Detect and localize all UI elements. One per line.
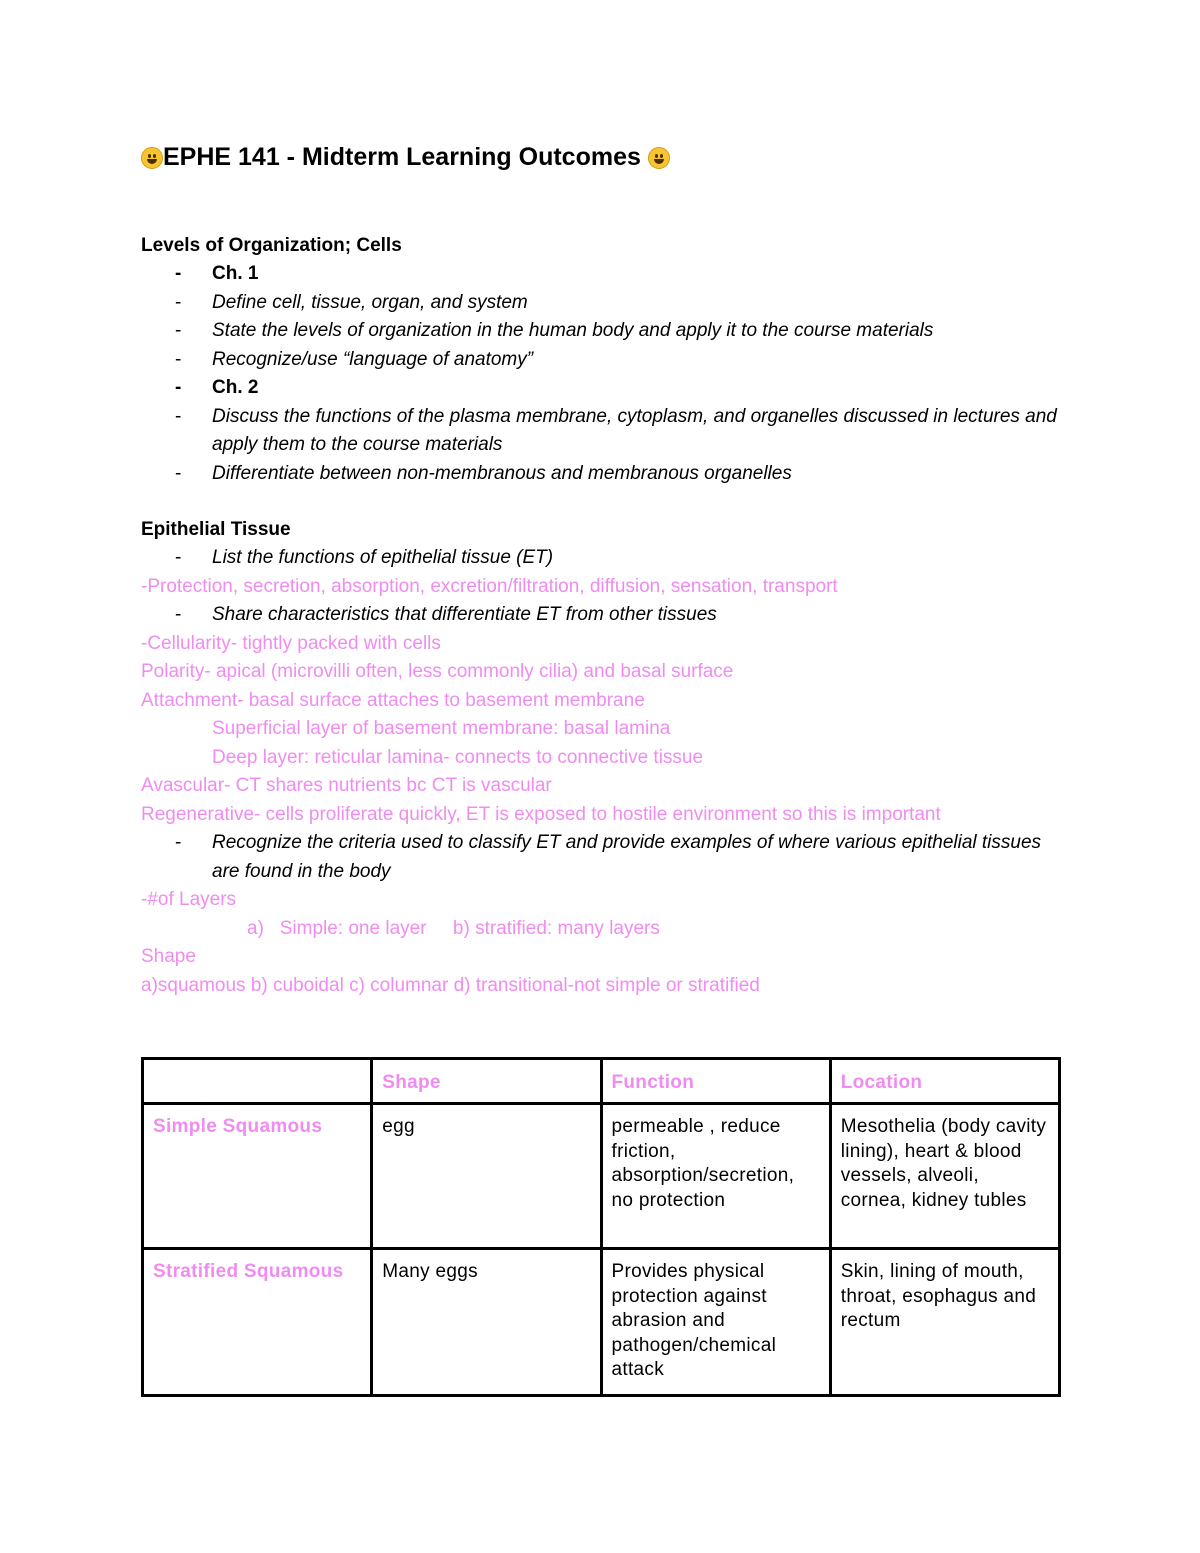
list-item: - Define cell, tissue, organ, and system: [175, 291, 528, 313]
note-characteristic: Deep layer: reticular lamina- connects to connective tissue: [212, 746, 704, 768]
note-characteristic: Polarity- apical (microvilli often, less commonly cilia) and basal surface: [141, 661, 734, 682]
list-item: - Differentiate between non-membranous and membranous organelles: [175, 462, 792, 484]
epithelial-table: [141, 1057, 1061, 1397]
list-item: - State the levels of organization in the human body and apply it to the course materials: [175, 320, 934, 341]
list-item: - Discuss the functions of the plasma membrane, cytoplasm, and organelles discussed in lectures and apply them to the course materials: [175, 405, 1057, 455]
table-cell-shape: egg: [372, 1104, 601, 1249]
note-functions: -Protection, secretion, absorption, excretion/filtration, diffusion, sensation, transport: [141, 575, 838, 597]
list-item: - List the functions of epithelial tissue (ET): [175, 547, 554, 568]
list-item: - Recognize the criteria used to classify ET and provide examples of where various epithelial tissues are found in the body: [175, 832, 1042, 882]
note-characteristic: Regenerative- cells proliferate quickly, ET is exposed to hostile environment so this is important: [141, 803, 941, 825]
table-cell-location: Mesothelia (body cavity lining), heart & blood vessels, alveoli, cornea, kidney tubles: [830, 1104, 1059, 1249]
table-cell-function: permeable , reduce friction, absorption/secretion, no protection: [601, 1104, 830, 1249]
table-row: [143, 1249, 1060, 1396]
note-characteristic: Attachment- basal surface attaches to basement membrane: [141, 689, 645, 711]
note-shape-options: a)squamous b) cuboidal c) columnar d) transitional-not simple or stratified: [141, 974, 760, 996]
table-header-cell: [143, 1059, 372, 1104]
table-header-row: [143, 1059, 1060, 1104]
list-item: - Ch. 2: [175, 377, 259, 398]
note-layers-options: a) Simple: one layer b) stratified: many layers: [247, 917, 660, 939]
document-title-text: EPHE 141 - Midterm Learning Outcomes: [163, 143, 641, 171]
list-item: - Share characteristics that differentiate ET from other tissues: [175, 604, 717, 625]
grinning-face-icon: [648, 147, 670, 169]
note-shape-label: Shape: [141, 946, 196, 967]
note-layers-label: -#of Layers: [141, 889, 237, 910]
table-cell-shape: Many eggs: [372, 1249, 601, 1396]
table-header-cell: Location: [830, 1059, 1059, 1104]
list-item: - Recognize/use “language of anatomy”: [175, 348, 534, 370]
section-heading-epithelial: Epithelial Tissue: [141, 519, 291, 540]
note-characteristic: Avascular- CT shares nutrients bc CT is vascular: [141, 775, 552, 796]
grinning-face-icon: [141, 147, 163, 169]
document-title: [141, 138, 1061, 176]
list-item: - Ch. 1: [175, 263, 259, 284]
table-row-name: Simple Squamous: [143, 1104, 372, 1249]
table-header-cell: Shape: [372, 1059, 601, 1104]
table-header-cell: Function: [601, 1059, 830, 1104]
table-cell-function: Provides physical protection against abrasion and pathogen/chemical attack: [601, 1249, 830, 1396]
table-row: [143, 1104, 1060, 1249]
table-row-name: Stratified Squamous: [143, 1249, 372, 1396]
section-heading-levels: Levels of Organization; Cells: [141, 235, 402, 256]
table-cell-location: Skin, lining of mouth, throat, esophagus and rectum: [830, 1249, 1059, 1396]
note-characteristic: -Cellularity- tightly packed with cells: [141, 632, 441, 654]
document-page: [141, 138, 1061, 1397]
note-characteristic: Superficial layer of basement membrane: basal lamina: [212, 718, 671, 739]
